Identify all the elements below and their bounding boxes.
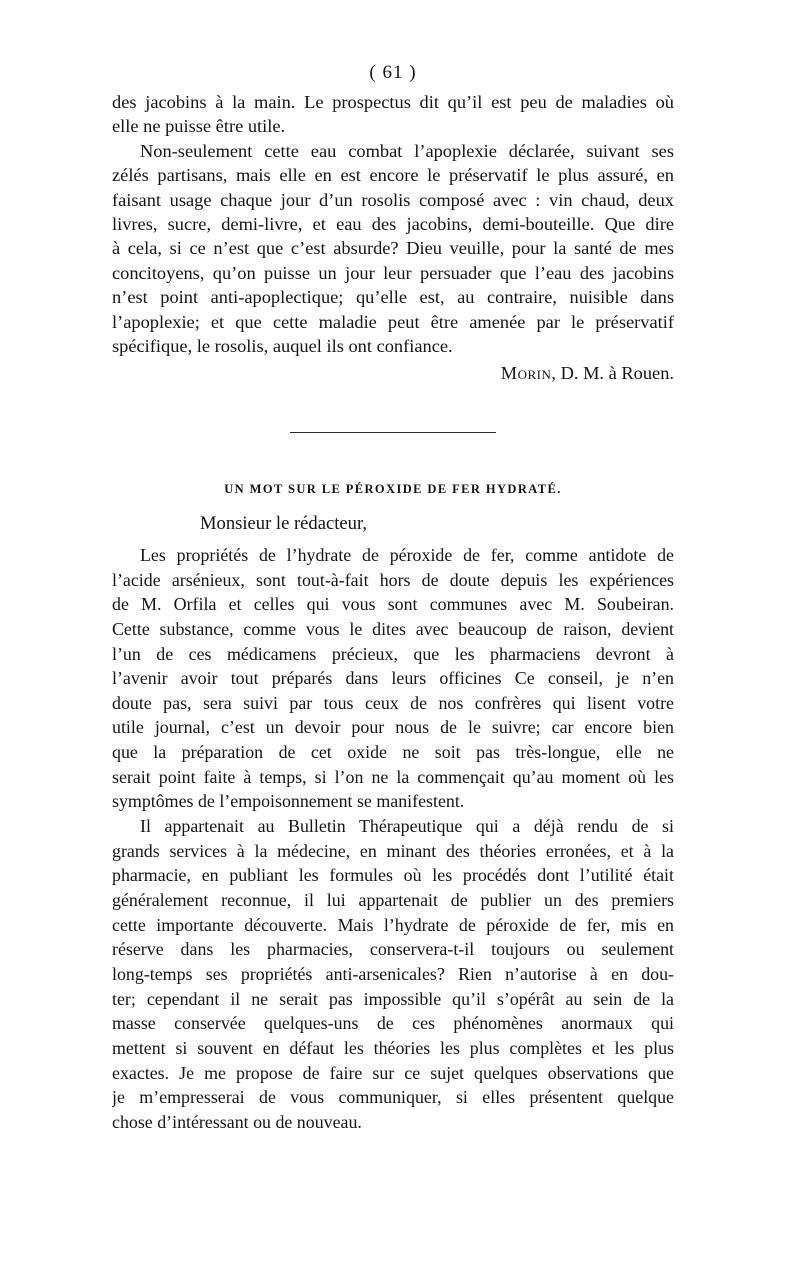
signature — [112, 360, 674, 386]
text-line: généralement reconnue, il lui appartenait de publier un des premiers — [112, 889, 674, 910]
text-line: n’est point anti-apoplectique; qu’elle est, au contraire, nuisible dans — [112, 287, 674, 308]
paragraph-2 — [112, 139, 674, 359]
text-line: livres, sucre, demi-livre, et eau des jacobins, demi-bouteille. Que dire — [112, 213, 674, 234]
text-line: Non-seulement cette eau combat l’apoplexie déclarée, suivant ses — [140, 140, 674, 161]
section-2 — [112, 479, 674, 1134]
text-line: de M. Orfila et celles qui vous sont communes avec M. Soubeiran. — [112, 594, 674, 615]
paragraph-3 — [112, 543, 674, 814]
text-line: spécifique, le rosolis, auquel ils ont confiance. — [112, 335, 453, 356]
text-line: l’apoplexie; et que cette maladie peut être amenée par le préservatif — [112, 311, 674, 332]
text-line: Cette substance, comme vous le dites avec beaucoup de raison, devient — [112, 619, 674, 640]
signature-name: Morin — [500, 363, 552, 384]
text-line: doute pas, sera suivi par tous ceux de nos confrères qui lisent votre — [112, 692, 674, 713]
page-number: ( 61 ) — [369, 62, 417, 83]
text-line: Les propriétés de l’hydrate de péroxide de fer, comme antidote de — [140, 545, 674, 566]
text-line: long-temps ses propriétés anti-arsenicales? Rien n’autorise à en dou- — [112, 963, 674, 984]
text-line: masse conservée quelques-uns de ces phénomènes anormaux qui — [112, 1013, 674, 1034]
text-line: symptômes de l’empoisonnement se manifestent. — [112, 791, 465, 812]
text-line: pharmacie, en publiant les formules où les procédés dont l’utilité était — [112, 865, 674, 886]
document-page — [112, 56, 674, 1135]
text-line: exactes. Je me propose de faire sur ce sujet quelques observations que — [112, 1062, 674, 1083]
salutation: Monsieur le rédacteur, — [200, 513, 368, 535]
article-title: UN MOT SUR LE PÉROXIDE DE FER HYDRATÉ. — [224, 482, 562, 497]
text-line: Il appartenait au Bulletin Thérapeutique qui a déjà rendu de si — [140, 815, 674, 836]
text-line: l’un de ces médicamens précieux, que les pharmaciens devront à — [112, 643, 674, 664]
text-line: chose d’intéressant ou de nouveau. — [112, 1112, 362, 1133]
text-line: à cela, si ce n’est que c’est absurde? Dieu veuille, pour la santé de mes — [112, 238, 674, 259]
text-line: cette importante découverte. Mais l’hydrate de péroxide de fer, mis en — [112, 914, 674, 935]
paragraph-4 — [112, 814, 674, 1135]
text-line: faisant usage chaque jour d’un rosolis composé avec : vin chaud, deux — [112, 189, 674, 210]
text-line: zélés partisans, mais elle en est encore le préservatif le plus assuré, en — [112, 165, 674, 186]
text-line: que la préparation de cet oxide ne soit pas très-longue, elle ne — [112, 742, 674, 763]
text-line: ter; cependant il ne serait pas impossible qu’il s’opérât au sein de la — [112, 988, 674, 1009]
text-line: des jacobins à la main. Le prospectus dit qu’il est peu de maladies où — [112, 92, 674, 112]
section-divider — [290, 432, 496, 433]
text-line: utile journal, c’est un devoir pour nous de le suivre; car encore bien — [112, 717, 674, 738]
text-line: elle ne puisse être utile. — [112, 116, 286, 137]
text-line: l’acide arsénieux, sont tout-à-fait hors de doute depuis les expériences — [112, 569, 674, 590]
paragraph-1 — [112, 90, 674, 139]
section-1 — [112, 90, 674, 386]
text-line: concitoyens, qu’on puisse un jour leur persuader que l’eau des jacobins — [112, 262, 674, 283]
text-line: réserve dans les pharmacies, conservera-t-il toujours ou seulement — [112, 939, 674, 960]
text-line: grands services à la médecine, en minant des théories erronées, et à la — [112, 840, 674, 861]
text-line: l’avenir avoir tout préparés dans leurs officines Ce conseil, je n’en — [112, 668, 674, 689]
text-line: mettent si souvent en défaut les théories les plus complètes et les plus — [112, 1038, 674, 1059]
text-line: serait point faite à temps, si l’on ne la commençait qu’au moment où les — [112, 766, 674, 787]
signature-details: , D. M. à Rouen. — [551, 363, 674, 384]
text-line: je m’empresserai de vous communiquer, si elles présentent quelque — [112, 1087, 674, 1108]
